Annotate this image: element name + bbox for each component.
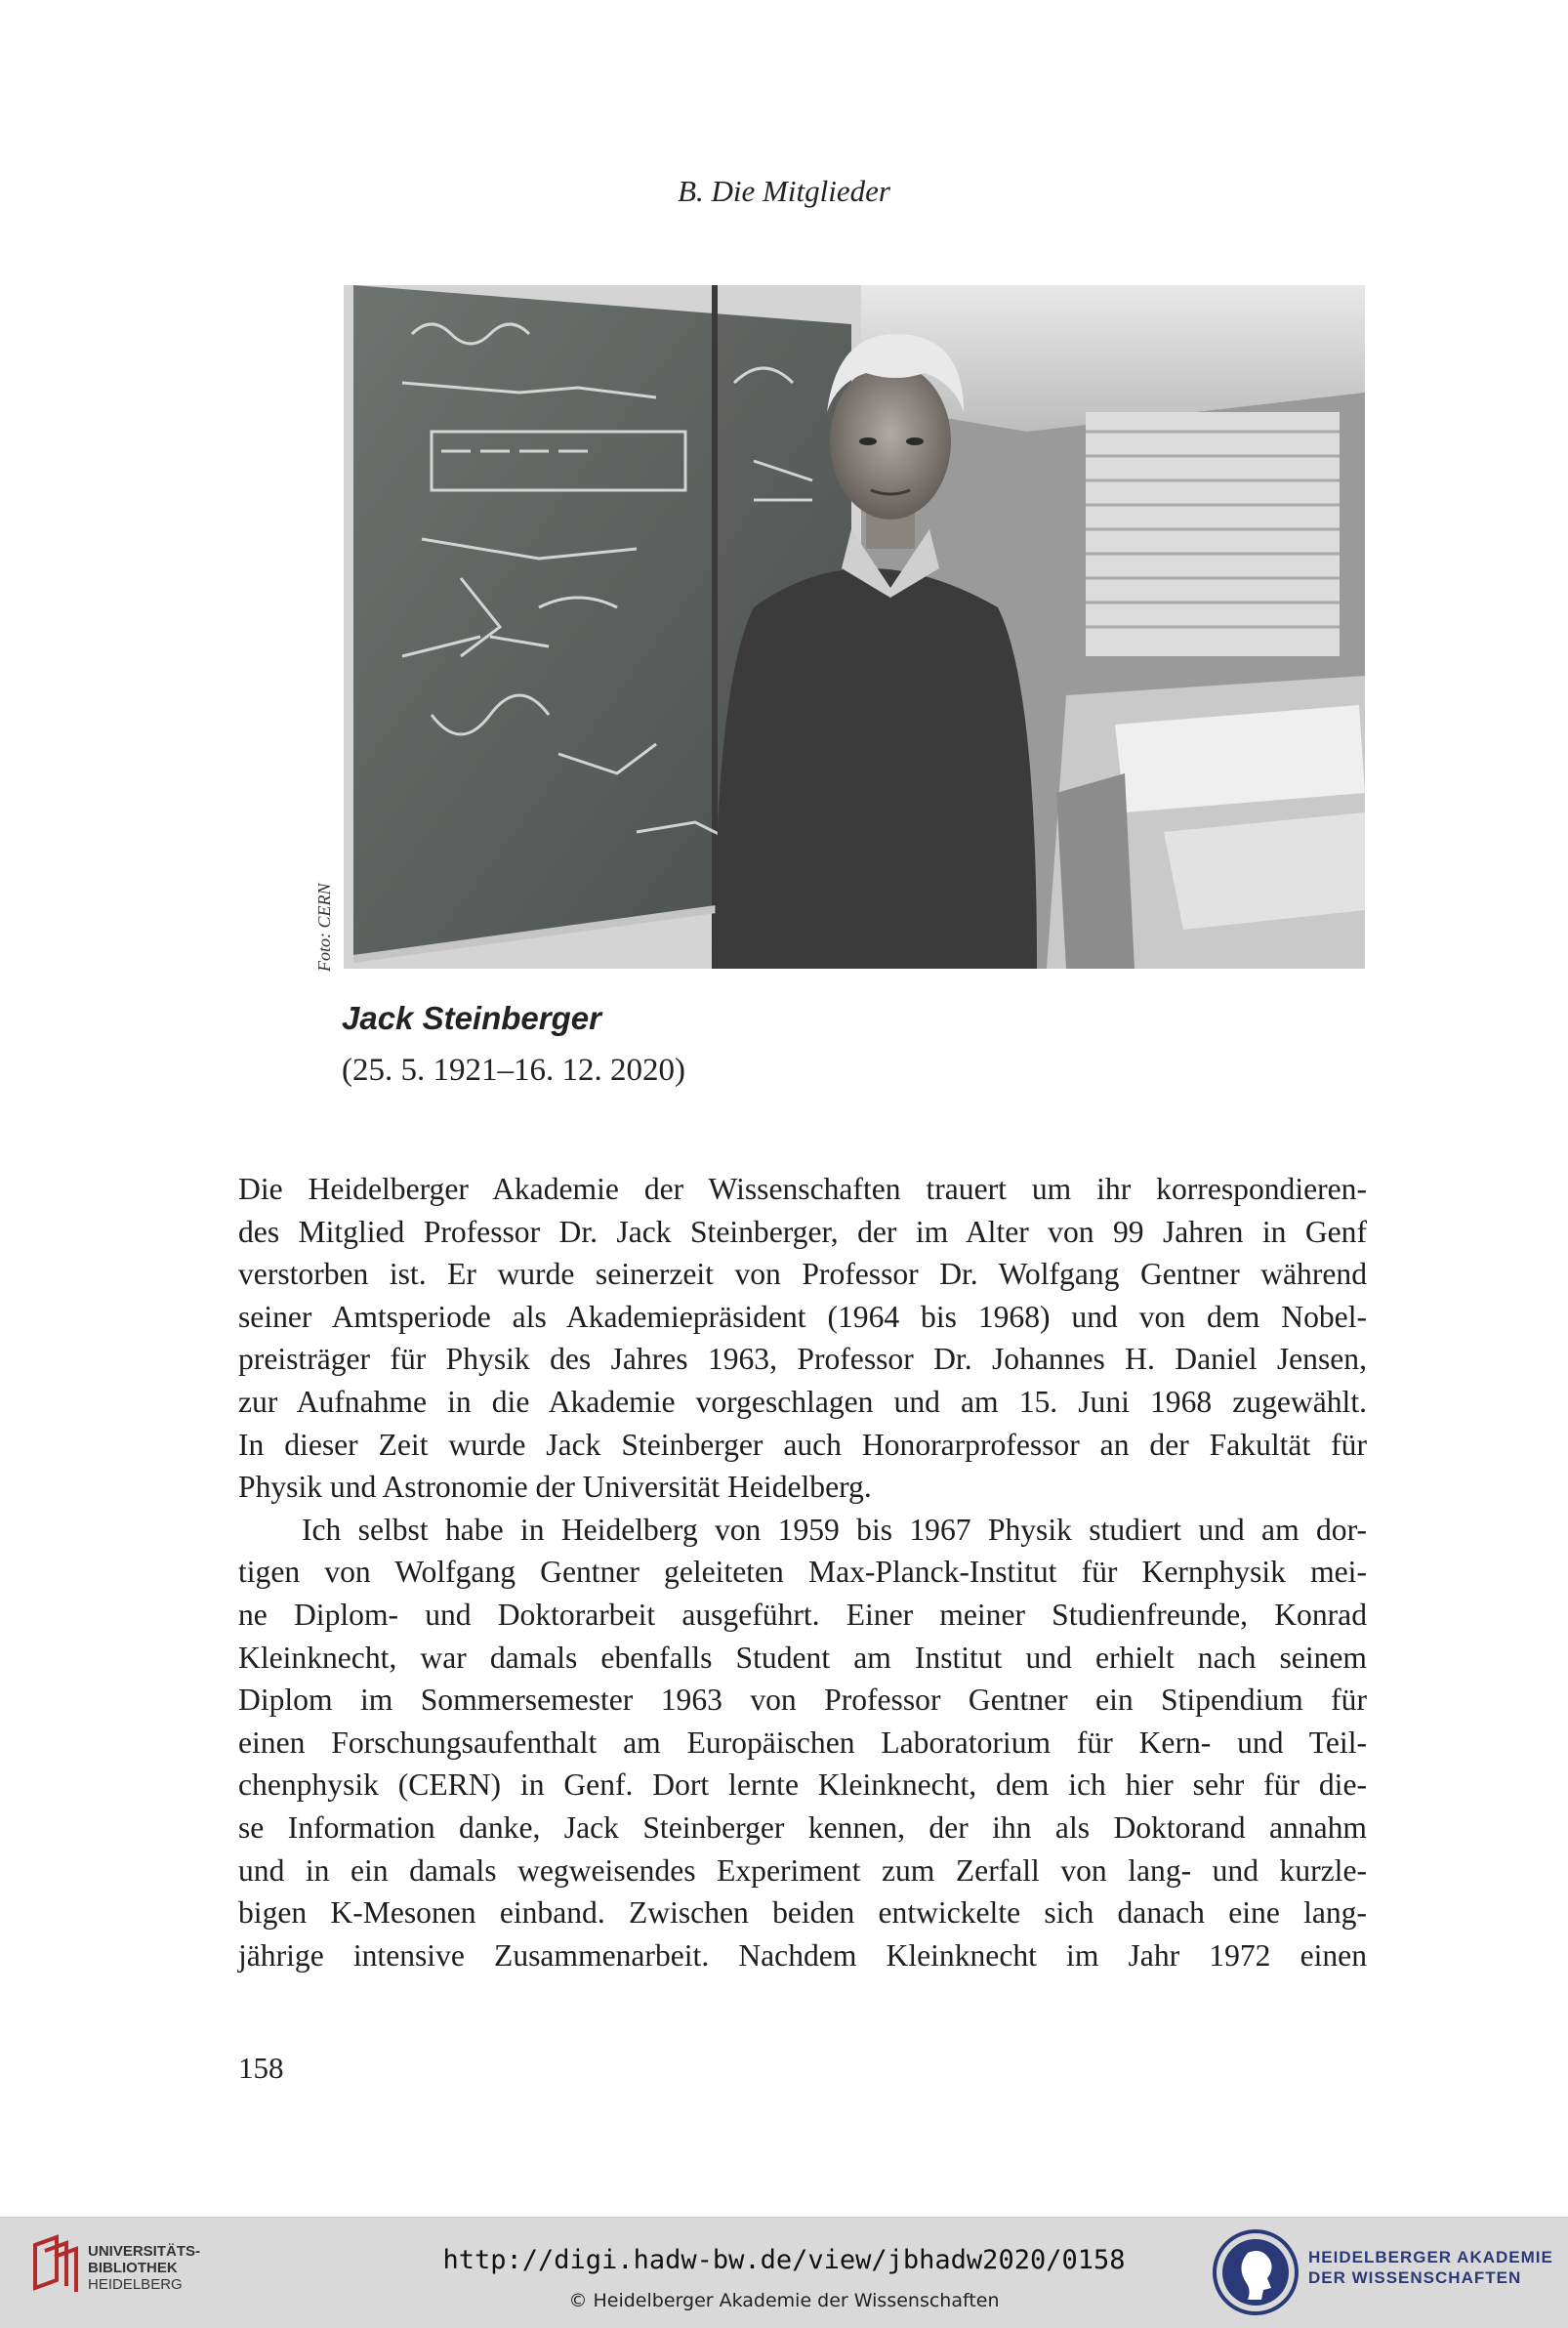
text-line: des Mitglied Professor Dr. Jack Steinberger, der im Alter von 99 Jahren in Genf (238, 1214, 1367, 1249)
text-line: zur Aufnahme in die Akademie vorgeschlagen und am 15. Juni 1968 zugewählt. (238, 1384, 1367, 1419)
paragraph-2 (238, 1509, 1367, 1977)
text-line: verstorben ist. Er wurde seinerzeit von Professor Dr. Wolfgang Gentner während (238, 1257, 1367, 1292)
paragraph-1 (238, 1168, 1367, 1509)
page-number: 158 (238, 2051, 284, 2085)
permalink-url[interactable]: http://digi.hadw-bw.de/view/jbhadw2020/0158 (442, 2245, 1126, 2275)
text-line: einen Forschungsaufenthalt am Europäischen Laboratorium für Kern- und Teil- (238, 1725, 1367, 1760)
body-text (238, 1168, 1367, 1976)
text-line: Ich selbst habe in Heidelberg von 1959 bis 1967 Physik studiert und am dor- (302, 1512, 1367, 1547)
text-line: Diplom im Sommersemester 1963 von Professor Gentner ein Stipendium für (238, 1683, 1367, 1718)
text-line: bigen K-Mesonen einband. Zwischen beiden entwickelte sich danach eine lang- (238, 1895, 1367, 1931)
copyright-notice: © Heidelberger Akademie der Wissenschaften (568, 2290, 1000, 2311)
text-line: Die Heidelberger Akademie der Wissenschaften trauert um ihr korrespondieren- (238, 1172, 1367, 1206)
academy-name[interactable]: HEIDELBERGER AKADEMIE DER WISSENSCHAFTEN (1308, 2248, 1553, 2287)
running-head: B. Die Mitglieder (678, 174, 890, 208)
text-line: In dieser Zeit wurde Jack Steinberger auch Honorarprofessor an der Fakultät für (238, 1427, 1367, 1462)
text-line: und in ein damals wegweisendes Experiment zum Zerfall von lang- und kurzle- (238, 1852, 1367, 1888)
portrait-photo (344, 285, 1365, 969)
text-line: chenphysik (CERN) in Genf. Dort lernte Kleinknecht, dem ich hier sehr für die- (238, 1767, 1367, 1803)
text-line: preisträger für Physik des Jahres 1963, Professor Dr. Johannes H. Daniel Jensen, (238, 1342, 1367, 1377)
footer-bar (0, 2217, 1568, 2328)
university-library-name[interactable]: UNIVERSITÄTS- BIBLIOTHEK HEIDELBERG (88, 2243, 201, 2293)
text-line: Physik und Astronomie der Universität Heidelberg. (238, 1470, 872, 1505)
text-line: jährige intensive Zusammenarbeit. Nachdem Kleinknecht im Jahr 1972 einen (238, 1937, 1367, 1973)
academy-seal-icon[interactable] (1211, 2227, 1300, 2321)
text-line: se Information danke, Jack Steinberger kennen, der ihn als Doktorand annahm (238, 1809, 1367, 1845)
text-line: ne Diplom- und Doktorarbeit ausgeführt. Einer meiner Studienfreunde, Konrad (238, 1597, 1367, 1632)
text-line: seiner Amtsperiode als Akademiepräsident (1964 bis 1968) und von dem Nobel- (238, 1299, 1367, 1334)
life-dates: (25. 5. 1921–16. 12. 2020) (342, 1053, 685, 1088)
text-line: tigen von Wolfgang Gentner geleiteten Max-Planck-Institut für Kernphysik mei- (238, 1555, 1367, 1590)
photo-credit: Foto: CERN (314, 883, 334, 972)
portrait-photo-illustration (344, 285, 1365, 969)
person-name: Jack Steinberger (342, 1000, 601, 1036)
text-line: Kleinknecht, war damals ebenfalls Student am Institut und erhielt nach seinem (238, 1640, 1367, 1675)
